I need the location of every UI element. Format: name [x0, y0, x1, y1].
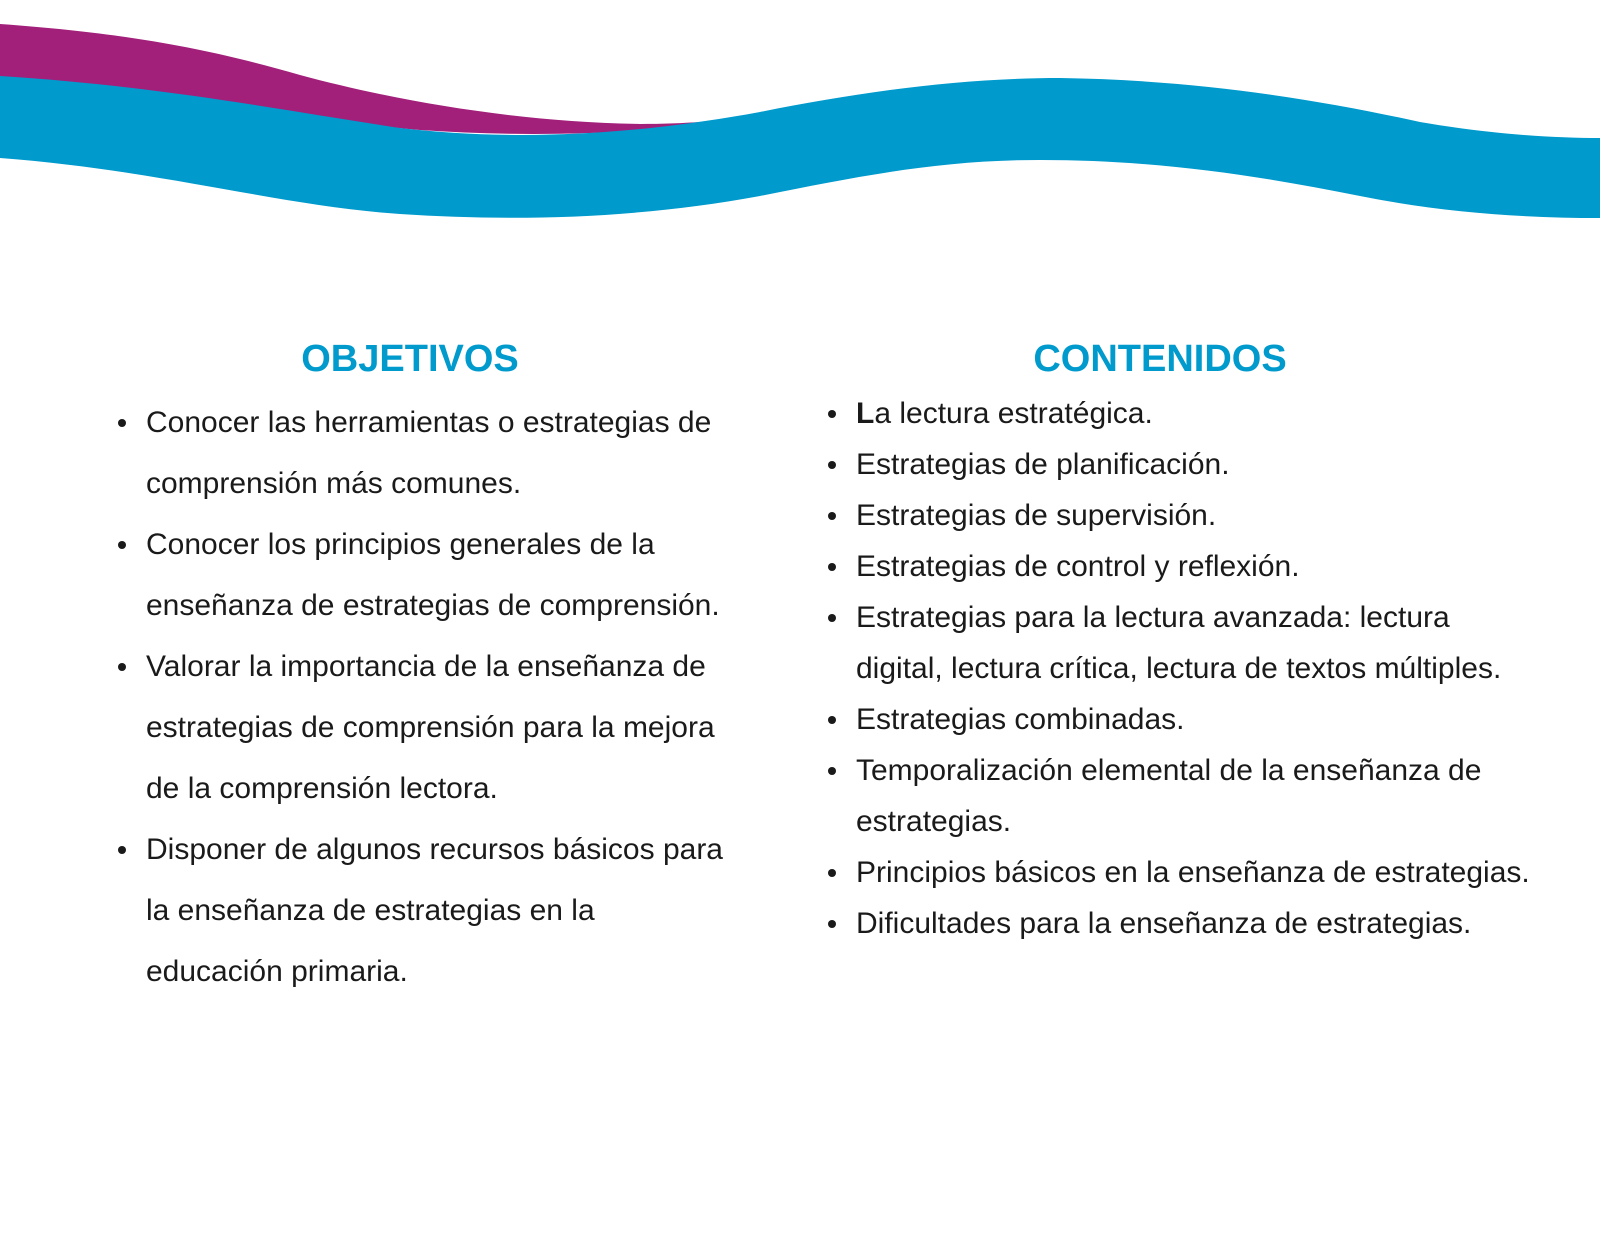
- list-item: Conocer los principios generales de la enseñanza de estrategias de comprensión.: [110, 514, 730, 636]
- list-item: Principios básicos en la enseñanza de estrategias.: [820, 847, 1540, 898]
- list-item: Estrategias de control y reflexión.: [820, 541, 1540, 592]
- header-wave-banner: [0, 0, 1600, 240]
- list-item: Conocer las herramientas o estrategias de comprensión más comunes.: [110, 392, 730, 514]
- objetivos-title: OBJETIVOS: [301, 338, 519, 380]
- list-item: [820, 388, 1540, 439]
- list-item: Estrategias de planificación.: [820, 439, 1540, 490]
- list-item: Estrategias combinadas.: [820, 694, 1540, 745]
- objetivos-section: [110, 336, 730, 1002]
- first-item-lead: L: [856, 397, 875, 430]
- list-item: Disponer de algunos recursos básicos para la enseñanza de estrategias en la educación primaria.: [110, 819, 730, 1002]
- list-item: Temporalización elemental de la enseñanza de estrategias.: [820, 745, 1540, 847]
- objetivos-list: [110, 392, 730, 1002]
- list-item: Estrategias para la lectura avanzada: lectura digital, lectura crítica, lectura de textos múltiples.: [820, 592, 1540, 694]
- list-item: Dificultades para la enseñanza de estrategias.: [820, 898, 1540, 949]
- contenidos-section: [820, 336, 1540, 949]
- list-item: Estrategias de supervisión.: [820, 490, 1540, 541]
- first-item-rest: a lectura estratégica.: [874, 397, 1153, 430]
- contenidos-list: [820, 388, 1540, 949]
- contenidos-title: CONTENIDOS: [1033, 338, 1287, 380]
- list-item: Valorar la importancia de la enseñanza de estrategias de comprensión para la mejora de la comprensión lectora.: [110, 636, 730, 819]
